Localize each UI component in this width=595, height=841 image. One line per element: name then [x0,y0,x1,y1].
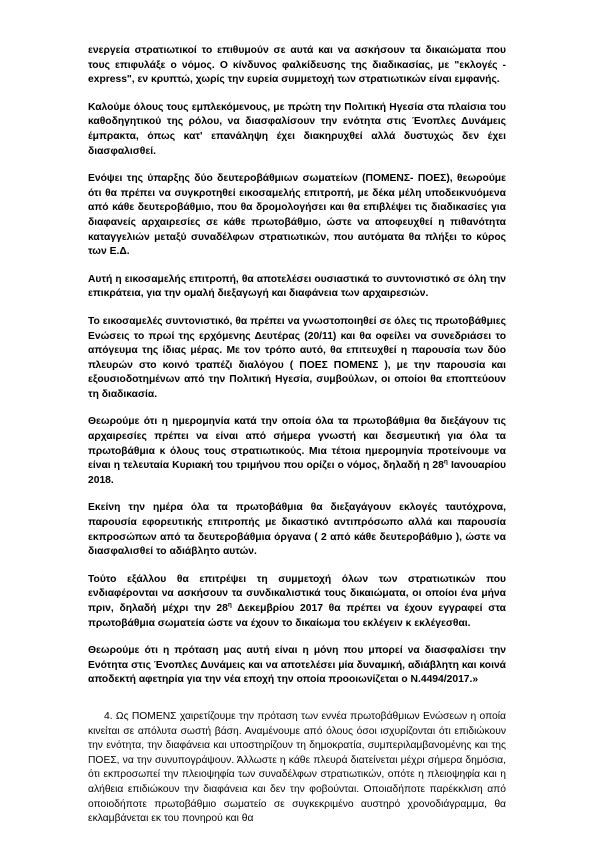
superscript: η [443,458,448,466]
paragraph-8 [88,573,506,631]
paragraph-10 [88,710,506,827]
superscript: η [227,601,232,609]
text-segment: ενεργεία στρατιωτικοί το επιθυμούν σε αυτά και να ασκήσουν τα δικαιώματα που τους επιφυλάξε ο νόμος. Ο κίνδυνος φαλκίδευσης της διαδικασίας, με "εκλογές - express", εν κρυπτώ, χωρίς την ευρεία συμμετοχή των στρατιωτικών είναι εμφανής. [88,45,506,86]
text-segment: Θεωρούμε ότι η πρόταση μας αυτή είναι η μόνη που μπορεί να διασφαλίσει την Ενότητα στις Ένοπλες Δυνάμεις και να αποτελέσει μία δυναμική, αδιάβλητη και κοινά αποδεκτή αφετηρία για την νέα εποχή την οποία προοιωνίζεται ο Ν.4494/2017.» [88,645,506,686]
paragraph-5 [88,315,506,403]
paragraph-7 [88,501,506,559]
text-segment: Το εικοσαμελές συντονιστικό, θα πρέπει να γνωστοποιηθεί σε όλες τις πρωτοβάθμιες Ενώσεις το πρωί της ερχόμενης Δευτέρας (20/11) και θα οφείλει να συνεδριάσει το απόγευμα της ίδιας μέρας. Με τον τρόπο αυτό, θα επιτευχθεί η παρουσία των δύο πλευρών στο κοινό τραπέζι διαλόγου ( ΠΟΕΣ ΠΟΜΕΝΣ ), με την παρουσία και εξουσιοδοτημένων από την Πολιτική Ηγεσία, συμβούλων, οι οποίοι θα εποπτεύουν τη διαδικασία. [88,315,506,400]
text-segment: Δεκεμβρίου 2017 θα πρέπει να έχουν εγγραφεί στα πρωτοβάθμια σωματεία ώστε να έχουν το δικαίωμα του εκλέγειν κ εκλέγεσθαι. [88,603,506,629]
paragraph-2 [88,101,506,159]
paragraph-4 [88,273,506,302]
document-body [88,44,506,827]
text-segment: Ιανουαρίου 2018. [88,460,506,486]
text-segment: Καλούμε όλους τους εμπλεκόμενους, με πρώτη την Πολιτική Ηγεσία στα πλαίσια του καθοδηγητικού της ρόλου, να διασφαλίσουν την ενότητα στις Ένοπλες Δυνάμεις έμπρακτα, όπως κατ' επανάληψη έχει διακηρυχθεί αλλά δυστυχώς δεν έχει διασφαλισθεί. [88,101,506,157]
text-segment: Τούτο εξάλλου θα επιτρέψει τη συμμετοχή όλων των στρατιωτικών που ενδιαφέρονται να ασκήσουν τα συνδικαλιστικά τους δικαιώματα, οι οποίοι ένα μήνα πριν, δηλαδή μέχρι την 28 [88,573,506,614]
paragraph-6 [88,415,506,488]
paragraph-9 [88,644,506,688]
paragraph-1 [88,44,506,88]
text-segment: Θεωρούμε ότι η ημερομηνία κατά την οποία όλα τα πρωτοβάθμια θα διεξάγουν τις αρχαιρεσίες πρέπει να είναι από σήμερα γνωστή και δεσμευτική για όλα τα πρωτοβάθμια κ όλους τους στρατιωτικούς. Μια τέτοια ημερομηνία προτείνουμε να είναι η τελευταία Κυριακή του τριμήνου που ορίζει ο νόμος, δηλαδή η 28 [88,416,506,472]
text-segment: Ενόψει της ύπαρξης δύο δευτεροβάθμιων σωματείων (ΠΟΜΕΝΣ- ΠΟΕΣ), θεωρούμε ότι θα πρέπει να συγκροτηθεί εικοσαμελής επιτροπή, με δέκα μέλη υποδεικνυόμενα από κάθε δευτεροβάθμιο, που θα δρομολογήσει και θα επιβλέψει τις διαδικασίες για διαφανείς αρχαιρεσίες σε κάθε πρωτοβάθμιο, ώστε να αποφευχθεί η πιθανότητα καταγγελιών μεταξύ συναδέλφων στρατιωτικών, που αυτόματα θα πλήξει το κύρος των Ε.Δ. [88,173,506,258]
text-segment: Αυτή η εικοσαμελής επιτροπή, θα αποτελέσει ουσιαστικά το συντονιστικό σε όλη την επικράτεια, για την ομαλή διεξαγωγή και διαφάνεια των αρχαιρεσιών. [88,273,506,300]
paragraph-3 [88,172,506,260]
text-segment: Εκείνη την ημέρα όλα τα πρωτοβάθμια θα διεξαγάγουν εκλογές ταυτόχρονα, παρουσία εφορευτικής επιτροπής με δικαστικό αντιπρόσωπο αλλά και παρουσία εκπροσώπων από τα δευτεροβάθμια όργανα ( 2 από κάθε δευτεροβάθμιο ), ώστε να διασφαλισθεί το αδιάβλητο αυτών. [88,502,506,558]
text-segment: 4. Ως ΠΟΜΕΝΣ χαιρετίζουμε την πρόταση των εννέα πρωτοβάθμιων Ενώσεων η οποία κινείται σε απόλυτα σωστή βάση. Αναμένουμε από όλους όσοι ισχυρίζονται ότι επιδιώκουν την ενότητα, την διαφάνεια και υποστηρίζουν τη δημοκρατία, συμπεριλαμβανομένης και της ΠΟΕΣ, να την συνυπογράψουν. Άλλωστε η κάθε πλευρά διατείνεται μέχρι σήμερα δημόσια, ότι εκπροσωπεί την πλειοψηφία των συναδέλφων στρατιωτικών, οπότε η πλειοψηφία και η αλήθεια επιδιώκουν την διαφάνεια και δεν την φοβούνται. Οποιαδήποτε παρέκκλιση από οποιοδήποτε πρωτοβάθμιο σωματείο σε συγκεκριμένο αυστηρό χρονοδιάγραμμα, θα εκλαμβάνεται εκ του πονηρού και θα [88,710,506,825]
